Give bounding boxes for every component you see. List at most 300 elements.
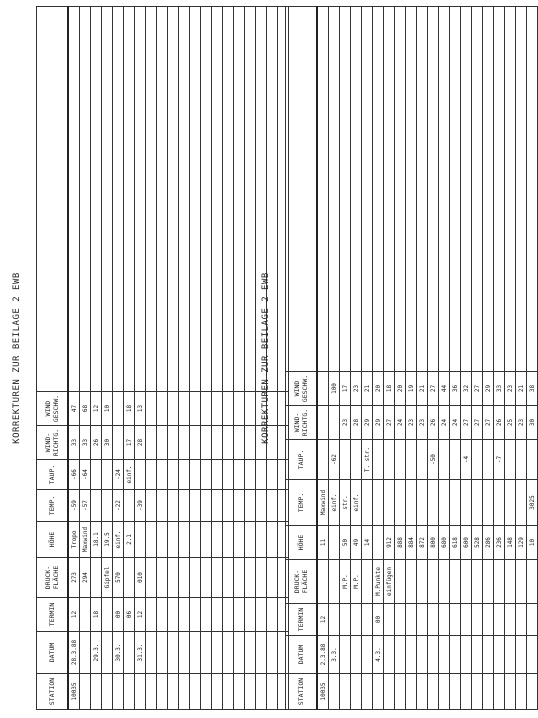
table-cell	[329, 674, 340, 710]
table-cell: 49	[351, 526, 362, 560]
table-cell: 14	[362, 526, 373, 560]
table-row	[179, 7, 190, 710]
table-cell: 24	[395, 406, 406, 440]
table-cell	[450, 674, 461, 710]
table-cell	[340, 440, 351, 480]
table-cell	[245, 522, 256, 558]
table-cell	[317, 406, 329, 440]
table-cell	[472, 7, 483, 372]
table-row	[234, 7, 245, 710]
table-cell	[329, 7, 340, 372]
table-cell: -50	[428, 440, 439, 480]
table-row	[483, 7, 494, 710]
table-cell	[223, 460, 234, 490]
table-cell	[450, 560, 461, 604]
table-cell: 25	[505, 406, 516, 440]
table-cell	[472, 560, 483, 604]
table-cell	[329, 406, 340, 440]
table-cell: 21	[362, 372, 373, 406]
left-form-page	[6, 6, 251, 710]
table-cell	[212, 490, 223, 522]
table-cell: 24	[439, 406, 450, 440]
table-cell	[223, 674, 234, 710]
table-cell	[351, 604, 362, 636]
table-cell: 47	[68, 392, 80, 426]
table-cell	[168, 632, 179, 674]
table-row	[201, 7, 212, 710]
table-cell	[317, 440, 329, 480]
table-cell	[245, 392, 256, 426]
column-header: WIND GESCHW.	[37, 392, 69, 426]
table-cell	[450, 604, 461, 636]
table-cell	[179, 674, 190, 710]
table-cell	[461, 560, 472, 604]
table-cell	[113, 392, 124, 426]
table-cell	[234, 392, 245, 426]
table-cell	[340, 604, 351, 636]
table-cell	[439, 440, 450, 480]
table-cell	[157, 558, 168, 598]
table-cell: 21	[516, 372, 527, 406]
table-row	[516, 7, 527, 710]
table-cell: -59	[68, 490, 80, 522]
table-cell	[450, 440, 461, 480]
table-cell	[395, 604, 406, 636]
table-cell	[157, 392, 168, 426]
right-table-header	[286, 7, 318, 710]
table-cell	[395, 7, 406, 372]
table-cell: 33	[80, 426, 91, 460]
table-cell	[245, 632, 256, 674]
table-cell	[516, 674, 527, 710]
table-row	[124, 7, 135, 710]
table-cell: 27	[384, 406, 395, 440]
table-cell: -24	[113, 460, 124, 490]
table-cell	[329, 560, 340, 604]
table-cell	[168, 426, 179, 460]
table-cell: 872	[417, 526, 428, 560]
table-cell	[428, 674, 439, 710]
table-cell	[516, 604, 527, 636]
table-cell: 129	[516, 526, 527, 560]
table-row	[417, 7, 428, 710]
table-cell	[439, 636, 450, 674]
table-cell	[179, 490, 190, 522]
table-cell: 27	[472, 372, 483, 406]
table-cell: 23	[351, 372, 362, 406]
table-cell	[135, 7, 146, 392]
table-cell: 26	[428, 406, 439, 440]
table-cell	[135, 674, 146, 710]
table-cell: 28	[351, 406, 362, 440]
table-cell	[472, 604, 483, 636]
table-cell	[157, 7, 168, 392]
table-cell	[212, 674, 223, 710]
table-cell: 29	[362, 406, 373, 440]
table-cell	[527, 560, 538, 604]
table-cell: 26	[494, 406, 505, 440]
table-cell	[245, 426, 256, 460]
table-cell: 294	[80, 558, 91, 598]
left-correction-table	[36, 6, 289, 710]
table-cell	[223, 632, 234, 674]
table-cell	[168, 558, 179, 598]
table-cell	[223, 522, 234, 558]
table-cell	[417, 480, 428, 526]
table-cell: 680	[439, 526, 450, 560]
table-cell	[157, 598, 168, 632]
table-row	[80, 7, 91, 710]
table-cell	[212, 392, 223, 426]
table-cell	[362, 7, 373, 372]
table-cell	[168, 598, 179, 632]
column-header: STATION	[286, 674, 318, 710]
table-cell	[494, 674, 505, 710]
table-cell	[527, 674, 538, 710]
table-cell	[439, 674, 450, 710]
table-cell: einf.	[113, 522, 124, 558]
table-cell	[124, 674, 135, 710]
table-cell	[461, 604, 472, 636]
table-cell	[494, 604, 505, 636]
table-cell	[223, 426, 234, 460]
table-cell	[190, 522, 201, 558]
table-cell: 27	[461, 406, 472, 440]
table-cell	[168, 392, 179, 426]
column-header: TAUP.	[37, 460, 69, 490]
table-cell	[179, 7, 190, 392]
table-cell	[384, 674, 395, 710]
table-cell: 19	[406, 372, 417, 406]
table-cell	[450, 480, 461, 526]
table-cell	[179, 392, 190, 426]
table-cell: 19.5	[102, 522, 113, 558]
table-row	[223, 7, 234, 710]
table-cell	[168, 490, 179, 522]
table-cell: 31.3.	[135, 632, 146, 674]
table-cell: 30.3.	[113, 632, 124, 674]
table-cell	[201, 460, 212, 490]
column-header: TEMP.	[37, 490, 69, 522]
table-cell: 24	[450, 406, 461, 440]
table-cell	[428, 480, 439, 526]
table-cell	[234, 558, 245, 598]
table-cell	[483, 480, 494, 526]
table-cell: 38	[527, 372, 538, 406]
table-cell: 12	[68, 598, 80, 632]
table-row	[212, 7, 223, 710]
table-cell	[340, 7, 351, 372]
table-cell	[362, 604, 373, 636]
table-row	[102, 7, 113, 710]
table-cell: 06	[124, 598, 135, 632]
right-correction-table	[285, 6, 538, 710]
table-cell	[179, 460, 190, 490]
table-row	[373, 7, 384, 710]
table-cell: -57	[80, 490, 91, 522]
table-cell	[223, 7, 234, 392]
table-cell	[505, 674, 516, 710]
table-cell	[124, 632, 135, 674]
table-cell	[505, 7, 516, 372]
table-cell	[329, 526, 340, 560]
table-cell	[212, 7, 223, 392]
column-header: TEMP.	[286, 480, 318, 526]
table-cell	[516, 480, 527, 526]
table-cell	[179, 558, 190, 598]
table-cell	[234, 674, 245, 710]
right-form-page	[255, 6, 536, 710]
table-cell: einf.	[351, 480, 362, 526]
table-cell	[245, 7, 256, 392]
table-cell: 18	[384, 372, 395, 406]
table-cell: Maxwind	[317, 480, 329, 526]
table-cell	[157, 490, 168, 522]
table-cell	[384, 480, 395, 526]
table-row	[157, 7, 168, 710]
table-cell: 10	[102, 392, 113, 426]
table-cell	[428, 636, 439, 674]
table-cell	[91, 490, 102, 522]
table-cell	[245, 558, 256, 598]
table-cell	[406, 440, 417, 480]
table-cell	[168, 7, 179, 392]
table-row	[113, 7, 124, 710]
table-cell: 528	[472, 526, 483, 560]
table-cell	[124, 490, 135, 522]
table-row	[384, 7, 395, 710]
table-cell: M.Punkte	[373, 560, 384, 604]
table-cell	[201, 490, 212, 522]
table-cell: 32	[461, 372, 472, 406]
table-cell	[190, 426, 201, 460]
table-cell: 273	[68, 558, 80, 598]
table-cell: 33	[68, 426, 80, 460]
table-row	[340, 7, 351, 710]
table-cell	[113, 426, 124, 460]
table-row	[135, 7, 146, 710]
table-cell	[494, 636, 505, 674]
table-cell	[234, 632, 245, 674]
table-cell: 11	[317, 526, 329, 560]
table-cell	[190, 674, 201, 710]
table-cell	[102, 598, 113, 632]
table-cell	[417, 636, 428, 674]
table-cell: 44	[439, 372, 450, 406]
table-cell: 36	[450, 372, 461, 406]
table-cell: 12	[91, 392, 102, 426]
table-cell	[351, 7, 362, 372]
table-cell	[362, 560, 373, 604]
table-cell	[483, 7, 494, 372]
table-cell	[245, 598, 256, 632]
table-cell	[329, 604, 340, 636]
right-form-title: KORREKTUREN ZUR BEILAGE 2 EWB	[261, 272, 271, 444]
table-cell	[201, 7, 212, 392]
table-cell	[373, 674, 384, 710]
table-cell	[483, 560, 494, 604]
table-cell	[483, 674, 494, 710]
table-cell	[190, 460, 201, 490]
table-cell	[384, 7, 395, 372]
table-cell	[80, 632, 91, 674]
table-cell: 30	[527, 406, 538, 440]
table-cell	[406, 636, 417, 674]
table-cell: 10	[527, 526, 538, 560]
table-cell	[201, 522, 212, 558]
table-cell	[516, 7, 527, 372]
table-cell	[527, 7, 538, 372]
table-cell: -62	[329, 440, 340, 480]
table-cell: -22	[113, 490, 124, 522]
table-cell: 2.3.88	[317, 636, 329, 674]
table-cell	[223, 490, 234, 522]
table-cell	[406, 604, 417, 636]
table-cell	[212, 426, 223, 460]
table-cell: 236	[494, 526, 505, 560]
table-cell	[439, 7, 450, 372]
table-cell: -64	[80, 460, 91, 490]
table-cell: 29	[373, 406, 384, 440]
column-header: HÖHE	[37, 522, 69, 558]
table-cell	[80, 7, 91, 392]
table-cell	[157, 522, 168, 558]
table-cell	[317, 560, 329, 604]
table-cell: einf.	[124, 460, 135, 490]
table-row	[317, 7, 329, 710]
table-row	[362, 7, 373, 710]
table-cell: 17	[124, 426, 135, 460]
table-cell	[516, 440, 527, 480]
table-cell: 23	[340, 406, 351, 440]
table-cell	[234, 426, 245, 460]
table-cell	[146, 598, 157, 632]
table-cell: 010	[135, 558, 146, 598]
table-cell	[505, 604, 516, 636]
table-cell	[190, 598, 201, 632]
table-cell: 28	[135, 426, 146, 460]
table-row	[91, 7, 102, 710]
table-cell	[417, 674, 428, 710]
table-cell	[450, 636, 461, 674]
table-cell	[439, 604, 450, 636]
table-cell: 17	[340, 372, 351, 406]
table-cell	[146, 392, 157, 426]
table-cell: 27	[428, 372, 439, 406]
table-cell	[146, 632, 157, 674]
table-cell	[439, 560, 450, 604]
column-header: STATION	[37, 674, 69, 710]
table-cell	[494, 480, 505, 526]
table-cell	[146, 460, 157, 490]
table-cell	[124, 558, 135, 598]
table-cell	[417, 7, 428, 372]
table-cell	[168, 674, 179, 710]
table-cell: 570	[113, 558, 124, 598]
table-cell: M.P.	[351, 560, 362, 604]
table-cell: -4	[461, 440, 472, 480]
table-row	[527, 7, 538, 710]
table-cell: 2.1	[124, 522, 135, 558]
table-cell	[102, 460, 113, 490]
table-cell	[135, 522, 146, 558]
table-cell	[516, 636, 527, 674]
table-cell	[351, 440, 362, 480]
table-cell	[472, 480, 483, 526]
table-row	[494, 7, 505, 710]
table-cell	[201, 598, 212, 632]
column-header-blank	[37, 7, 69, 392]
table-cell	[91, 7, 102, 392]
table-cell	[113, 7, 124, 392]
table-row	[472, 7, 483, 710]
table-cell: 33	[494, 372, 505, 406]
table-cell	[68, 7, 80, 392]
table-cell	[384, 636, 395, 674]
table-cell	[102, 674, 113, 710]
table-cell: Tropo	[68, 522, 80, 558]
table-cell	[373, 7, 384, 372]
table-cell: 3025	[527, 480, 538, 526]
table-cell	[179, 598, 190, 632]
table-cell	[373, 480, 384, 526]
table-cell	[439, 480, 450, 526]
table-cell: 618	[450, 526, 461, 560]
table-cell	[80, 598, 91, 632]
table-cell	[212, 598, 223, 632]
table-row	[406, 7, 417, 710]
table-cell: 10035	[317, 674, 329, 710]
table-cell	[428, 604, 439, 636]
table-row	[395, 7, 406, 710]
table-cell	[505, 480, 516, 526]
table-cell	[395, 440, 406, 480]
table-cell	[373, 440, 384, 480]
table-cell: 100	[329, 372, 340, 406]
table-cell: 50	[340, 526, 351, 560]
table-cell	[234, 7, 245, 392]
table-cell	[395, 636, 406, 674]
table-cell	[351, 636, 362, 674]
table-cell	[201, 558, 212, 598]
table-cell	[201, 674, 212, 710]
table-cell	[91, 558, 102, 598]
table-cell	[102, 632, 113, 674]
table-cell	[362, 480, 373, 526]
table-cell	[351, 674, 362, 710]
table-cell	[428, 560, 439, 604]
table-cell: 27	[483, 406, 494, 440]
table-cell	[157, 460, 168, 490]
table-cell	[201, 632, 212, 674]
table-cell	[157, 674, 168, 710]
table-cell	[483, 440, 494, 480]
table-cell	[146, 7, 157, 392]
table-cell	[461, 674, 472, 710]
table-cell	[340, 674, 351, 710]
table-cell	[417, 440, 428, 480]
table-row	[351, 7, 362, 710]
table-cell: 29	[483, 372, 494, 406]
table-cell: einf.	[329, 480, 340, 526]
table-cell	[146, 558, 157, 598]
table-cell	[505, 560, 516, 604]
table-cell	[395, 674, 406, 710]
table-cell	[527, 440, 538, 480]
table-cell: 00	[113, 598, 124, 632]
table-cell: 27	[472, 406, 483, 440]
table-cell	[179, 426, 190, 460]
